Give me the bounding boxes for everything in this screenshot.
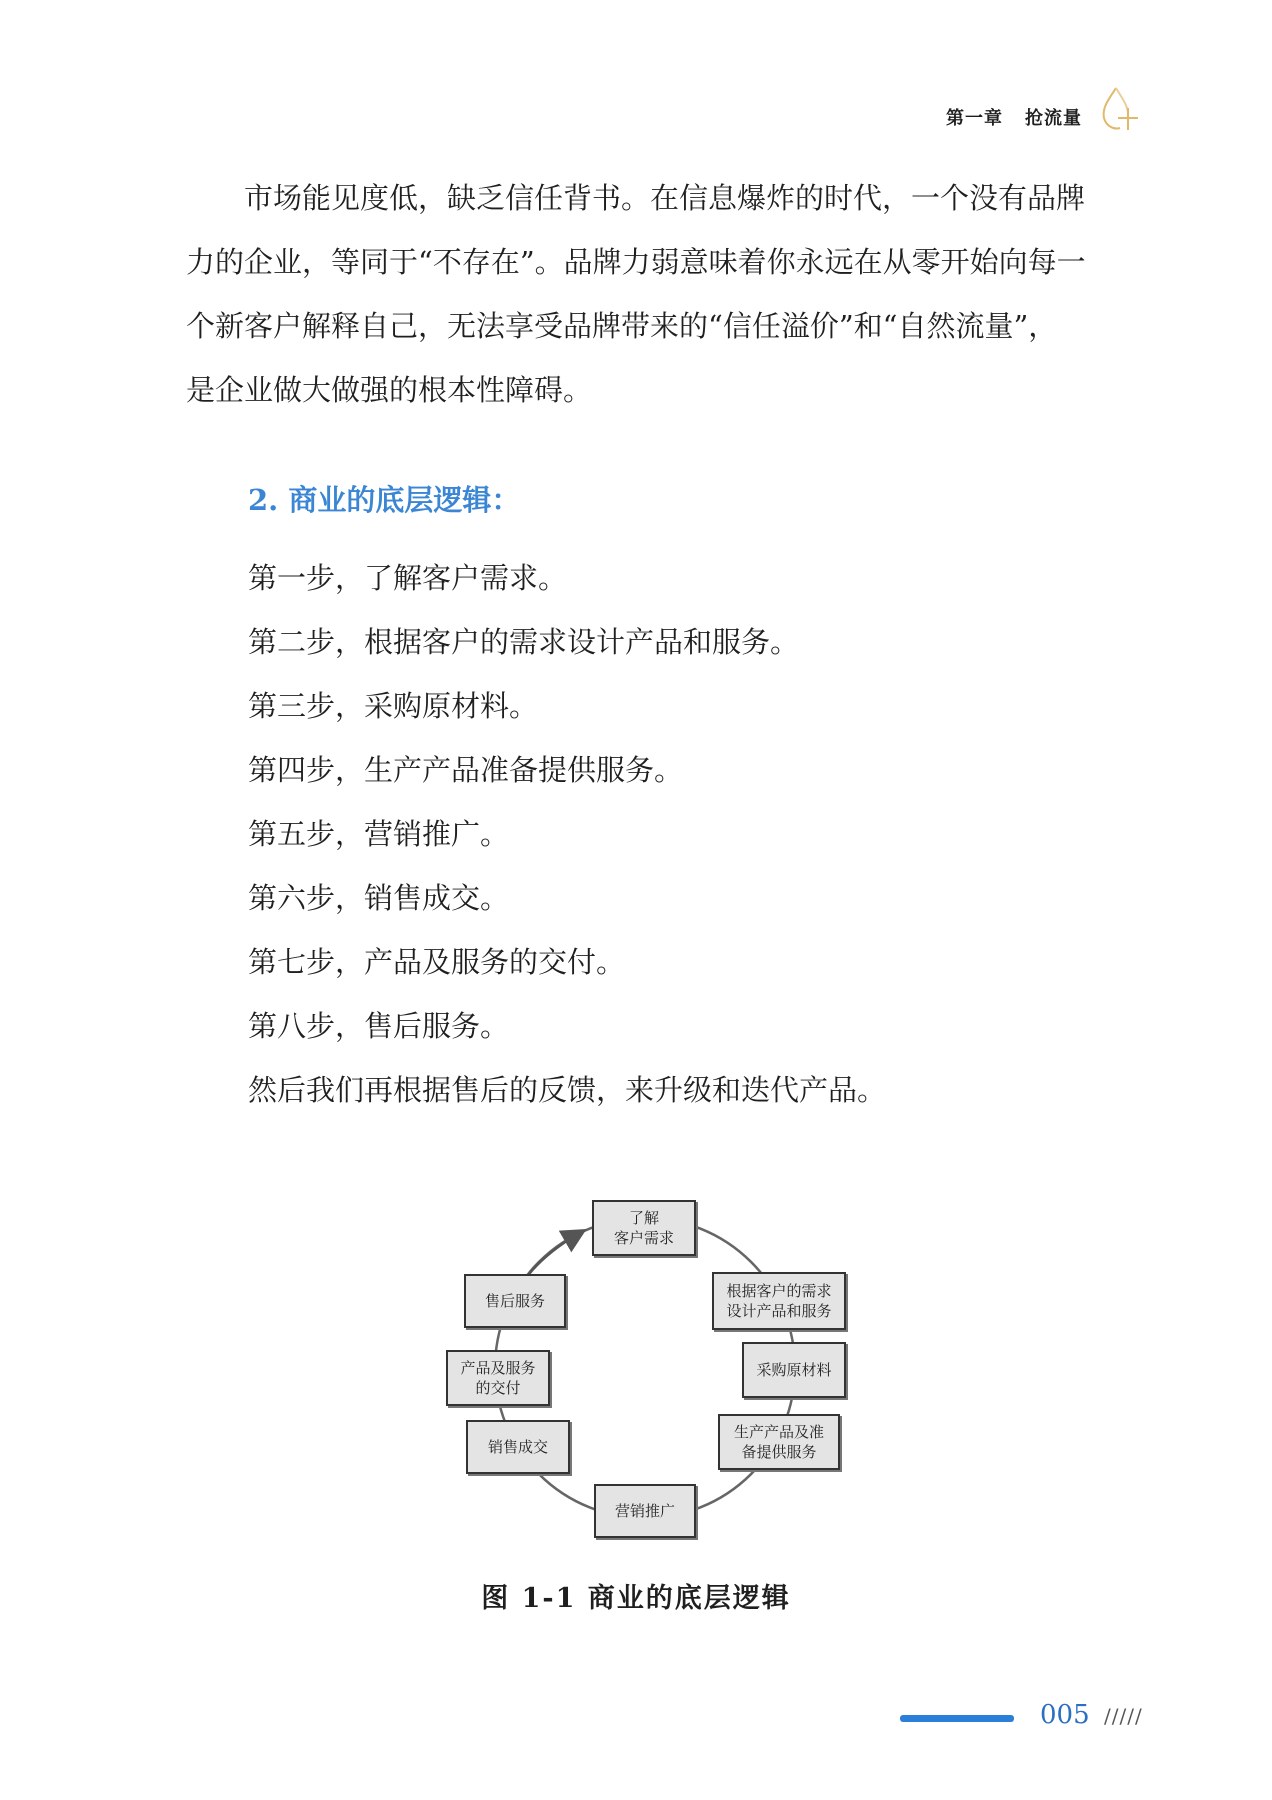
step-item: 第二步，根据客户的需求设计产品和服务。 (248, 625, 800, 659)
diagram-node-design-product: 根据客户的需求 设计产品和服务 (712, 1272, 846, 1330)
step-item: 第三步，采购原材料。 (248, 689, 539, 723)
step-item: 第一步，了解客户需求。 (248, 561, 568, 595)
diagram-node-after-sales: 售后服务 (464, 1274, 566, 1328)
closing-sentence: 然后我们再根据售后的反馈，来升级和迭代产品。 (248, 1073, 887, 1107)
page-number: 005 (1040, 1700, 1090, 1730)
step-item: 第八步，售后服务。 (248, 1009, 510, 1043)
business-cycle-diagram (430, 1178, 860, 1558)
section-title: 2. 商业的底层逻辑： (248, 483, 521, 517)
page-ticks: ///// (1104, 1704, 1143, 1728)
step-item: 第六步，销售成交。 (248, 881, 510, 915)
chapter-title: 抢流量 (1025, 108, 1082, 129)
steps-list (248, 546, 799, 1058)
page-accent-bar (900, 1715, 1014, 1722)
diagram-node-marketing: 营销推广 (594, 1484, 696, 1538)
diagram-node-production: 生产产品及准 备提供服务 (718, 1414, 840, 1470)
diagram-node-delivery: 产品及服务 的交付 (446, 1350, 550, 1406)
step-item: 第四步，生产产品准备提供服务。 (248, 753, 684, 787)
intro-text: 市场能见度低，缺乏信任背书。在信息爆炸的时代，一个没有品牌力的企业，等同于“不存在”。品牌力弱意味着你永远在从零开始向每一个新客户解释自己，无法享受品牌带来的“信任溢价”和“自然流量”，是企业做大做强的根本性障碍。 (186, 181, 1086, 407)
step-item: 第七步，产品及服务的交付。 (248, 945, 626, 979)
chapter-label: 第一章 (946, 108, 1003, 129)
intro-paragraph (186, 166, 1086, 422)
figure-caption: 图 1-1 商业的底层逻辑 (481, 1583, 791, 1614)
diagram-node-sales: 销售成交 (466, 1420, 570, 1474)
diagram-node-understand-needs: 了解 客户需求 (592, 1200, 696, 1256)
running-header (946, 104, 1082, 130)
diagram-node-procurement: 采购原材料 (742, 1342, 846, 1398)
step-item: 第五步，营销推广。 (248, 817, 510, 851)
drop-plus-icon (1098, 84, 1154, 134)
